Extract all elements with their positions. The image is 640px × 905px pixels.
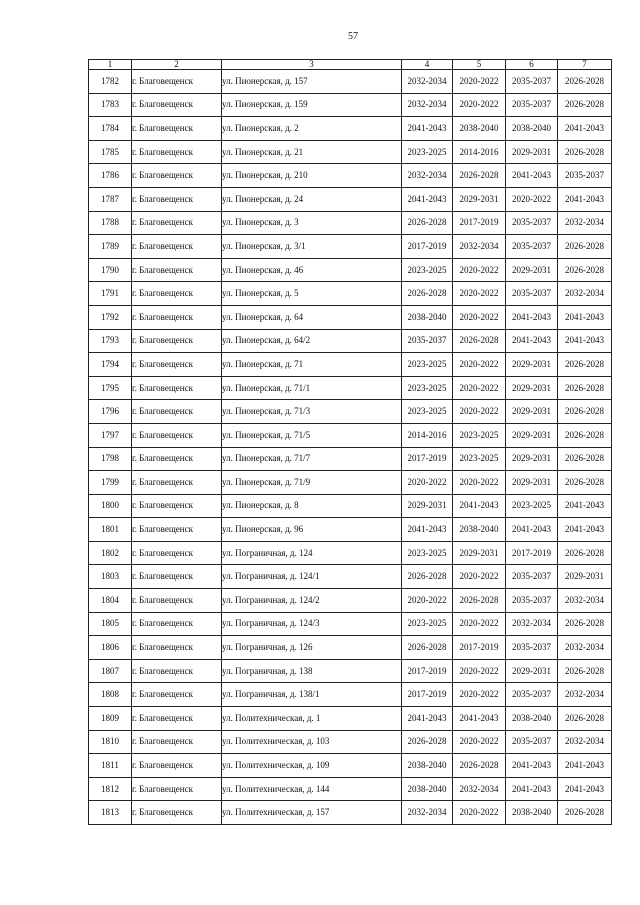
period-cell-4: 2026-2028 xyxy=(402,282,453,306)
period-cell-5: 2020-2022 xyxy=(453,376,506,400)
period-cell-4: 2017-2019 xyxy=(402,235,453,259)
period-cell-4: 2038-2040 xyxy=(402,754,453,778)
period-cell-4: 2023-2025 xyxy=(402,353,453,377)
row-number: 1797 xyxy=(89,423,132,447)
period-cell-6: 2020-2022 xyxy=(506,187,558,211)
period-cell-7: 2029-2031 xyxy=(558,565,612,589)
period-cell-5: 2020-2022 xyxy=(453,659,506,683)
table-row xyxy=(89,754,612,778)
city-cell: г. Благовещенск xyxy=(132,187,222,211)
period-cell-4: 2041-2043 xyxy=(402,707,453,731)
row-number: 1806 xyxy=(89,636,132,660)
row-number: 1798 xyxy=(89,447,132,471)
table-row xyxy=(89,235,612,259)
address-cell: ул. Пионерская, д. 3 xyxy=(222,211,402,235)
address-cell: ул. Пионерская, д. 71/3 xyxy=(222,400,402,424)
period-cell-5: 2020-2022 xyxy=(453,471,506,495)
column-header-3: 3 xyxy=(222,60,402,70)
address-cell: ул. Пограничная, д. 138/1 xyxy=(222,683,402,707)
city-cell: г. Благовещенск xyxy=(132,282,222,306)
period-cell-6: 2029-2031 xyxy=(506,423,558,447)
period-cell-7: 2041-2043 xyxy=(558,754,612,778)
period-cell-6: 2029-2031 xyxy=(506,400,558,424)
city-cell: г. Благовещенск xyxy=(132,140,222,164)
row-number: 1794 xyxy=(89,353,132,377)
table-header xyxy=(89,60,612,70)
address-cell: ул. Политехническая, д. 1 xyxy=(222,707,402,731)
city-cell: г. Благовещенск xyxy=(132,376,222,400)
table-row xyxy=(89,494,612,518)
table-row xyxy=(89,329,612,353)
table-body xyxy=(89,70,612,825)
address-cell: ул. Пионерская, д. 71/1 xyxy=(222,376,402,400)
row-number: 1812 xyxy=(89,777,132,801)
address-cell: ул. Пионерская, д. 71/5 xyxy=(222,423,402,447)
table-row xyxy=(89,589,612,613)
row-number: 1786 xyxy=(89,164,132,188)
period-cell-7: 2041-2043 xyxy=(558,777,612,801)
address-cell: ул. Пионерская, д. 46 xyxy=(222,258,402,282)
row-number: 1808 xyxy=(89,683,132,707)
city-cell: г. Благовещенск xyxy=(132,164,222,188)
table-row xyxy=(89,683,612,707)
address-cell: ул. Пионерская, д. 157 xyxy=(222,70,402,94)
city-cell: г. Благовещенск xyxy=(132,117,222,141)
period-cell-6: 2041-2043 xyxy=(506,329,558,353)
column-header-4: 4 xyxy=(402,60,453,70)
housing-registry-table xyxy=(88,59,612,825)
period-cell-6: 2041-2043 xyxy=(506,164,558,188)
period-cell-7: 2032-2034 xyxy=(558,589,612,613)
table-row xyxy=(89,659,612,683)
table-row xyxy=(89,93,612,117)
row-number: 1805 xyxy=(89,612,132,636)
period-cell-5: 2026-2028 xyxy=(453,164,506,188)
period-cell-4: 2026-2028 xyxy=(402,730,453,754)
city-cell: г. Благовещенск xyxy=(132,683,222,707)
table-row xyxy=(89,117,612,141)
period-cell-4: 2014-2016 xyxy=(402,423,453,447)
period-cell-6: 2035-2037 xyxy=(506,282,558,306)
period-cell-4: 2032-2034 xyxy=(402,70,453,94)
period-cell-4: 2041-2043 xyxy=(402,117,453,141)
period-cell-5: 2017-2019 xyxy=(453,211,506,235)
period-cell-7: 2041-2043 xyxy=(558,187,612,211)
row-number: 1809 xyxy=(89,707,132,731)
period-cell-4: 2026-2028 xyxy=(402,211,453,235)
address-cell: ул. Пионерская, д. 71 xyxy=(222,353,402,377)
period-cell-5: 2029-2031 xyxy=(453,541,506,565)
period-cell-6: 2029-2031 xyxy=(506,447,558,471)
table-row xyxy=(89,707,612,731)
address-cell: ул. Пионерская, д. 3/1 xyxy=(222,235,402,259)
address-cell: ул. Политехническая, д. 144 xyxy=(222,777,402,801)
row-number: 1799 xyxy=(89,471,132,495)
table-row xyxy=(89,282,612,306)
table-row xyxy=(89,70,612,94)
period-cell-6: 2038-2040 xyxy=(506,707,558,731)
column-header-6: 6 xyxy=(506,60,558,70)
row-number: 1796 xyxy=(89,400,132,424)
period-cell-4: 2020-2022 xyxy=(402,471,453,495)
period-cell-4: 2023-2025 xyxy=(402,258,453,282)
period-cell-4: 2035-2037 xyxy=(402,329,453,353)
row-number: 1785 xyxy=(89,140,132,164)
period-cell-7: 2041-2043 xyxy=(558,305,612,329)
address-cell: ул. Пионерская, д. 2 xyxy=(222,117,402,141)
address-cell: ул. Пограничная, д. 124/1 xyxy=(222,565,402,589)
row-number: 1800 xyxy=(89,494,132,518)
period-cell-6: 2029-2031 xyxy=(506,376,558,400)
address-cell: ул. Пограничная, д. 124/2 xyxy=(222,589,402,613)
period-cell-6: 2017-2019 xyxy=(506,541,558,565)
address-cell: ул. Пограничная, д. 124/3 xyxy=(222,612,402,636)
period-cell-6: 2041-2043 xyxy=(506,777,558,801)
period-cell-5: 2020-2022 xyxy=(453,258,506,282)
address-cell: ул. Пионерская, д. 8 xyxy=(222,494,402,518)
address-cell: ул. Политехническая, д. 103 xyxy=(222,730,402,754)
city-cell: г. Благовещенск xyxy=(132,801,222,825)
period-cell-6: 2035-2037 xyxy=(506,70,558,94)
table-row xyxy=(89,730,612,754)
period-cell-6: 2041-2043 xyxy=(506,305,558,329)
period-cell-5: 2020-2022 xyxy=(453,730,506,754)
period-cell-5: 2038-2040 xyxy=(453,117,506,141)
period-cell-4: 2023-2025 xyxy=(402,140,453,164)
city-cell: г. Благовещенск xyxy=(132,589,222,613)
period-cell-4: 2023-2025 xyxy=(402,612,453,636)
row-number: 1787 xyxy=(89,187,132,211)
period-cell-5: 2020-2022 xyxy=(453,683,506,707)
city-cell: г. Благовещенск xyxy=(132,754,222,778)
period-cell-4: 2032-2034 xyxy=(402,164,453,188)
column-header-2: 2 xyxy=(132,60,222,70)
city-cell: г. Благовещенск xyxy=(132,541,222,565)
city-cell: г. Благовещенск xyxy=(132,494,222,518)
table-row xyxy=(89,164,612,188)
period-cell-6: 2035-2037 xyxy=(506,683,558,707)
city-cell: г. Благовещенск xyxy=(132,565,222,589)
table-row xyxy=(89,636,612,660)
row-number: 1803 xyxy=(89,565,132,589)
period-cell-5: 2032-2034 xyxy=(453,235,506,259)
period-cell-5: 2029-2031 xyxy=(453,187,506,211)
row-number: 1807 xyxy=(89,659,132,683)
period-cell-4: 2023-2025 xyxy=(402,400,453,424)
city-cell: г. Благовещенск xyxy=(132,258,222,282)
city-cell: г. Благовещенск xyxy=(132,518,222,542)
row-number: 1811 xyxy=(89,754,132,778)
city-cell: г. Благовещенск xyxy=(132,730,222,754)
column-header-1: 1 xyxy=(89,60,132,70)
address-cell: ул. Политехническая, д. 157 xyxy=(222,801,402,825)
period-cell-6: 2041-2043 xyxy=(506,518,558,542)
period-cell-6: 2038-2040 xyxy=(506,117,558,141)
period-cell-4: 2020-2022 xyxy=(402,589,453,613)
table-row xyxy=(89,518,612,542)
address-cell: ул. Пионерская, д. 5 xyxy=(222,282,402,306)
period-cell-5: 2020-2022 xyxy=(453,353,506,377)
row-number: 1789 xyxy=(89,235,132,259)
period-cell-4: 2017-2019 xyxy=(402,447,453,471)
row-number: 1791 xyxy=(89,282,132,306)
period-cell-4: 2032-2034 xyxy=(402,801,453,825)
period-cell-6: 2035-2037 xyxy=(506,211,558,235)
table-row xyxy=(89,353,612,377)
period-cell-7: 2032-2034 xyxy=(558,730,612,754)
period-cell-7: 2032-2034 xyxy=(558,683,612,707)
period-cell-5: 2023-2025 xyxy=(453,423,506,447)
period-cell-7: 2041-2043 xyxy=(558,518,612,542)
table-row xyxy=(89,612,612,636)
row-number: 1784 xyxy=(89,117,132,141)
period-cell-4: 2041-2043 xyxy=(402,518,453,542)
period-cell-7: 2041-2043 xyxy=(558,117,612,141)
row-number: 1810 xyxy=(89,730,132,754)
period-cell-4: 2038-2040 xyxy=(402,777,453,801)
period-cell-7: 2026-2028 xyxy=(558,471,612,495)
address-cell: ул. Пионерская, д. 64/2 xyxy=(222,329,402,353)
period-cell-7: 2026-2028 xyxy=(558,801,612,825)
address-cell: ул. Пионерская, д. 21 xyxy=(222,140,402,164)
city-cell: г. Благовещенск xyxy=(132,235,222,259)
period-cell-7: 2026-2028 xyxy=(558,353,612,377)
period-cell-7: 2032-2034 xyxy=(558,636,612,660)
period-cell-5: 2020-2022 xyxy=(453,565,506,589)
address-cell: ул. Пионерская, д. 64 xyxy=(222,305,402,329)
period-cell-7: 2026-2028 xyxy=(558,93,612,117)
row-number: 1802 xyxy=(89,541,132,565)
period-cell-5: 2020-2022 xyxy=(453,305,506,329)
period-cell-5: 2020-2022 xyxy=(453,801,506,825)
period-cell-7: 2026-2028 xyxy=(558,541,612,565)
table-row xyxy=(89,541,612,565)
table-row xyxy=(89,423,612,447)
city-cell: г. Благовещенск xyxy=(132,93,222,117)
period-cell-4: 2023-2025 xyxy=(402,541,453,565)
column-header-7: 7 xyxy=(558,60,612,70)
address-cell: ул. Пионерская, д. 210 xyxy=(222,164,402,188)
period-cell-5: 2026-2028 xyxy=(453,329,506,353)
row-number: 1801 xyxy=(89,518,132,542)
city-cell: г. Благовещенск xyxy=(132,353,222,377)
period-cell-7: 2026-2028 xyxy=(558,235,612,259)
period-cell-7: 2026-2028 xyxy=(558,659,612,683)
period-cell-6: 2035-2037 xyxy=(506,235,558,259)
period-cell-4: 2017-2019 xyxy=(402,659,453,683)
period-cell-7: 2041-2043 xyxy=(558,494,612,518)
period-cell-6: 2032-2034 xyxy=(506,612,558,636)
period-cell-5: 2020-2022 xyxy=(453,282,506,306)
address-cell: ул. Пограничная, д. 126 xyxy=(222,636,402,660)
period-cell-7: 2026-2028 xyxy=(558,423,612,447)
city-cell: г. Благовещенск xyxy=(132,659,222,683)
city-cell: г. Благовещенск xyxy=(132,447,222,471)
row-number: 1804 xyxy=(89,589,132,613)
address-cell: ул. Политехническая, д. 109 xyxy=(222,754,402,778)
page-number: 57 xyxy=(348,31,358,42)
city-cell: г. Благовещенск xyxy=(132,636,222,660)
period-cell-4: 2017-2019 xyxy=(402,683,453,707)
period-cell-5: 2038-2040 xyxy=(453,518,506,542)
city-cell: г. Благовещенск xyxy=(132,70,222,94)
period-cell-6: 2035-2037 xyxy=(506,730,558,754)
row-number: 1795 xyxy=(89,376,132,400)
period-cell-7: 2026-2028 xyxy=(558,400,612,424)
period-cell-4: 2038-2040 xyxy=(402,305,453,329)
period-cell-6: 2029-2031 xyxy=(506,353,558,377)
header-row xyxy=(89,60,612,70)
city-cell: г. Благовещенск xyxy=(132,612,222,636)
period-cell-6: 2029-2031 xyxy=(506,471,558,495)
address-cell: ул. Пограничная, д. 138 xyxy=(222,659,402,683)
city-cell: г. Благовещенск xyxy=(132,211,222,235)
period-cell-5: 2017-2019 xyxy=(453,636,506,660)
city-cell: г. Благовещенск xyxy=(132,777,222,801)
table-row xyxy=(89,140,612,164)
table-row xyxy=(89,187,612,211)
period-cell-5: 2014-2016 xyxy=(453,140,506,164)
period-cell-5: 2020-2022 xyxy=(453,70,506,94)
period-cell-6: 2029-2031 xyxy=(506,140,558,164)
period-cell-6: 2029-2031 xyxy=(506,659,558,683)
period-cell-7: 2026-2028 xyxy=(558,376,612,400)
row-number: 1788 xyxy=(89,211,132,235)
row-number: 1783 xyxy=(89,93,132,117)
period-cell-7: 2026-2028 xyxy=(558,707,612,731)
table-row xyxy=(89,400,612,424)
period-cell-7: 2026-2028 xyxy=(558,258,612,282)
period-cell-7: 2026-2028 xyxy=(558,140,612,164)
period-cell-7: 2026-2028 xyxy=(558,70,612,94)
period-cell-6: 2035-2037 xyxy=(506,589,558,613)
period-cell-5: 2020-2022 xyxy=(453,612,506,636)
column-header-5: 5 xyxy=(453,60,506,70)
period-cell-6: 2035-2037 xyxy=(506,565,558,589)
period-cell-5: 2026-2028 xyxy=(453,589,506,613)
period-cell-7: 2026-2028 xyxy=(558,447,612,471)
table-row xyxy=(89,305,612,329)
period-cell-5: 2032-2034 xyxy=(453,777,506,801)
city-cell: г. Благовещенск xyxy=(132,400,222,424)
table-row xyxy=(89,801,612,825)
period-cell-7: 2035-2037 xyxy=(558,164,612,188)
table-row xyxy=(89,777,612,801)
period-cell-6: 2038-2040 xyxy=(506,801,558,825)
city-cell: г. Благовещенск xyxy=(132,329,222,353)
period-cell-4: 2041-2043 xyxy=(402,187,453,211)
table-row xyxy=(89,211,612,235)
table-row xyxy=(89,565,612,589)
period-cell-6: 2029-2031 xyxy=(506,258,558,282)
period-cell-4: 2032-2034 xyxy=(402,93,453,117)
row-number: 1813 xyxy=(89,801,132,825)
period-cell-5: 2041-2043 xyxy=(453,494,506,518)
table-row xyxy=(89,376,612,400)
table-row xyxy=(89,258,612,282)
period-cell-6: 2035-2037 xyxy=(506,636,558,660)
period-cell-4: 2023-2025 xyxy=(402,376,453,400)
address-cell: ул. Пионерская, д. 24 xyxy=(222,187,402,211)
period-cell-6: 2035-2037 xyxy=(506,93,558,117)
period-cell-7: 2026-2028 xyxy=(558,612,612,636)
period-cell-7: 2032-2034 xyxy=(558,211,612,235)
period-cell-7: 2041-2043 xyxy=(558,329,612,353)
address-cell: ул. Пограничная, д. 124 xyxy=(222,541,402,565)
period-cell-5: 2026-2028 xyxy=(453,754,506,778)
period-cell-4: 2026-2028 xyxy=(402,636,453,660)
period-cell-4: 2029-2031 xyxy=(402,494,453,518)
address-cell: ул. Пионерская, д. 71/9 xyxy=(222,471,402,495)
row-number: 1782 xyxy=(89,70,132,94)
period-cell-4: 2026-2028 xyxy=(402,565,453,589)
address-cell: ул. Пионерская, д. 96 xyxy=(222,518,402,542)
city-cell: г. Благовещенск xyxy=(132,423,222,447)
row-number: 1793 xyxy=(89,329,132,353)
table-row xyxy=(89,471,612,495)
period-cell-7: 2032-2034 xyxy=(558,282,612,306)
period-cell-5: 2023-2025 xyxy=(453,447,506,471)
address-cell: ул. Пионерская, д. 159 xyxy=(222,93,402,117)
row-number: 1790 xyxy=(89,258,132,282)
period-cell-5: 2020-2022 xyxy=(453,93,506,117)
city-cell: г. Благовещенск xyxy=(132,707,222,731)
period-cell-6: 2023-2025 xyxy=(506,494,558,518)
period-cell-5: 2020-2022 xyxy=(453,400,506,424)
city-cell: г. Благовещенск xyxy=(132,305,222,329)
period-cell-5: 2041-2043 xyxy=(453,707,506,731)
address-cell: ул. Пионерская, д. 71/7 xyxy=(222,447,402,471)
period-cell-6: 2041-2043 xyxy=(506,754,558,778)
table-row xyxy=(89,447,612,471)
row-number: 1792 xyxy=(89,305,132,329)
city-cell: г. Благовещенск xyxy=(132,471,222,495)
